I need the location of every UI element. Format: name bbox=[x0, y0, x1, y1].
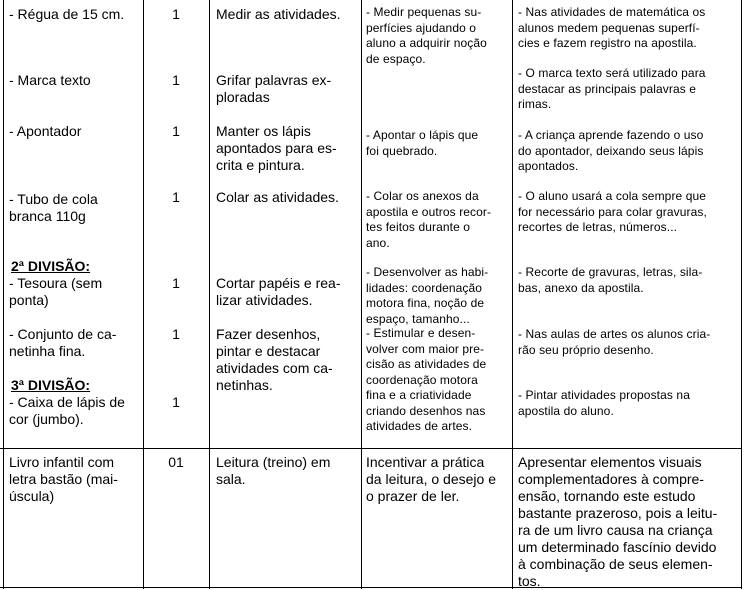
item-cell: - Tesoura (sem ponta) bbox=[9, 275, 103, 308]
table-border-left bbox=[3, 0, 4, 589]
quantity-cell: 1 bbox=[172, 326, 180, 342]
objective-cell: - Desenvolver as habi- lidades: coordenação motora fina, noção de espaço, tamanho... bbox=[366, 265, 489, 326]
quantity-cell: 01 bbox=[168, 454, 184, 470]
table-border-right bbox=[741, 0, 742, 589]
quantity-cell: 1 bbox=[172, 394, 180, 410]
column-divider bbox=[361, 0, 362, 589]
objective-cell: - Apontar o lápis que foi quebrado. bbox=[366, 128, 479, 158]
usage-cell: Leitura (treino) em sala. bbox=[216, 454, 331, 487]
strategy-cell: - Nas aulas de artes os alunos cria- rão seu próprio desenho. bbox=[518, 327, 711, 357]
usage-cell: Grifar palavras ex- ploradas bbox=[216, 72, 332, 105]
usage-cell: Fazer desenhos, pintar e destacar atividades com ca- netinhas. bbox=[216, 326, 333, 393]
objective-cell: - Colar os anexos da apostila e outros recor- tes feitos durante o ano. bbox=[366, 189, 492, 250]
item-cell: - Marca texto bbox=[9, 72, 91, 88]
quantity-cell: 1 bbox=[172, 6, 180, 22]
quantity-cell: 1 bbox=[172, 72, 180, 88]
strategy-cell: - O aluno usará a cola sempre que for necessário para colar gravuras, recortes de letras, números... bbox=[518, 189, 707, 234]
row-divider bbox=[0, 448, 742, 449]
item-cell: - Caixa de lápis de cor (jumbo). bbox=[9, 394, 125, 427]
objective-cell: - Medir pequenas su- perfícies ajudando o aluno a adquirir noção de espaço. bbox=[366, 5, 487, 66]
division-heading: 3ª DIVISÃO: bbox=[11, 377, 91, 393]
item-cell: - Tubo de cola branca 110g bbox=[9, 191, 98, 224]
item-cell: - Conjunto de ca- netinha fina. bbox=[9, 326, 117, 359]
item-cell: - Apontador bbox=[9, 123, 82, 139]
strategy-cell: - Recorte de gravuras, letras, sila- bas, anexo da apostila. bbox=[518, 265, 703, 295]
strategy-cell: - Pintar atividades propostas na apostila do aluno. bbox=[518, 388, 690, 418]
strategy-cell: Apresentar elementos visuais complementadores à compre- ensão, tornando este estudo bastante prazeroso, pois a leitu- ra de um livro causa na criança um determinado fascínio devido à combinação de seus elemen- tos. bbox=[518, 454, 718, 589]
quantity-cell: 1 bbox=[172, 123, 180, 139]
strategy-cell: - A criança aprende fazendo o uso do apontador, deixando seus lápis apontados. bbox=[518, 128, 704, 173]
division-heading: 2ª DIVISÃO: bbox=[11, 258, 91, 274]
usage-cell: Colar as atividades. bbox=[216, 189, 339, 205]
strategy-cell: - O marca texto será utilizado para destacar as principais palavras e rimas. bbox=[518, 66, 706, 111]
column-divider bbox=[143, 0, 144, 589]
column-divider bbox=[209, 0, 210, 589]
quantity-cell: 1 bbox=[172, 275, 180, 291]
quantity-cell: 1 bbox=[172, 189, 180, 205]
objective-cell: Incentivar a prática da leitura, o desejo e o prazer de ler. bbox=[366, 454, 496, 504]
usage-cell: Manter os lápis apontados para es- crita e pintura. bbox=[216, 123, 337, 173]
objective-cell: - Estimular e desen- volver com maior pre- cisão as atividades de coordenação motora fina e a criatividade criando desenhos nas atividades de artes. bbox=[366, 326, 487, 433]
usage-cell: Medir as atividades. bbox=[216, 6, 341, 22]
item-cell: Livro infantil com letra bastão (mai- úscula) bbox=[9, 454, 118, 504]
strategy-cell: - Nas atividades de matemática os alunos medem pequenas superfí- cies e fazem registro na apostila. bbox=[518, 5, 706, 50]
column-divider bbox=[512, 0, 513, 589]
usage-cell: Cortar papéis e rea- lizar atividades. bbox=[216, 275, 341, 308]
item-cell: - Régua de 15 cm. bbox=[9, 6, 125, 22]
